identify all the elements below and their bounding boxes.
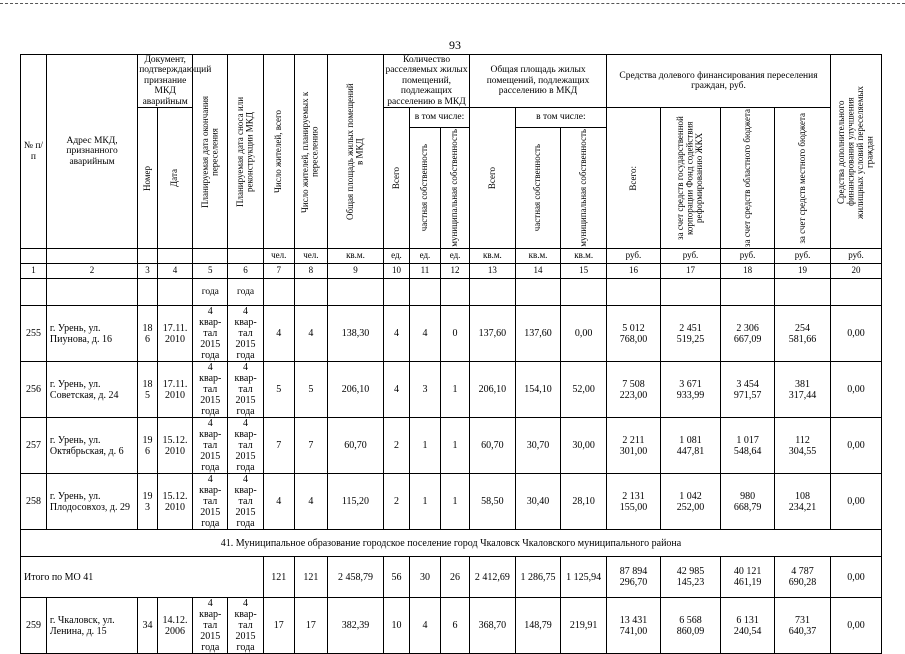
unit-cell-10: ед.: [383, 249, 409, 264]
header-count-group: Количество расселяемых жилых помещений, подлежащих расселению в МКД: [385, 55, 468, 107]
row-cell-r10: 4: [383, 306, 409, 362]
row-cell-r10: 2: [383, 418, 409, 474]
colnum-cell-19: 19: [775, 264, 831, 279]
row-cell-r16: 2 211 301,00: [607, 418, 661, 474]
row-planned-end: 4 квар- тал 2015 года: [193, 598, 228, 654]
row-cell-r18: 2 306 667,09: [721, 306, 775, 362]
total-cell-r17: 42 985 145,23: [660, 557, 720, 598]
row-doc-number: 18 5: [138, 362, 158, 418]
total-cell-r16: 87 894 296,70: [607, 557, 661, 598]
row-cell-r13: 206,10: [470, 362, 516, 418]
total-cell-r14: 1 286,75: [515, 557, 561, 598]
row-doc-date: 14.12. 2006: [157, 598, 192, 654]
row-cell-r11: 1: [409, 418, 440, 474]
colnum-cell-2: 2: [46, 264, 137, 279]
row-cell-r9: 138,30: [327, 306, 383, 362]
row-cell-r14: 30,40: [515, 474, 561, 530]
header-funds-local: за счет средств местного бюджета: [775, 108, 831, 249]
unit-cell-14: кв.м.: [515, 249, 561, 264]
row-cell-r7: 17: [263, 598, 294, 654]
colnum-cell-7: 7: [263, 264, 294, 279]
row-cell-r19: 112 304,55: [775, 418, 831, 474]
resettlement-table: [20, 54, 882, 654]
total-row: [21, 557, 882, 598]
header-funds-group: Средства долевого финансирования переселения граждан, руб.: [607, 55, 831, 108]
total-cell-r18: 40 121 461,19: [721, 557, 775, 598]
header-area-private: частная собственность: [515, 127, 561, 249]
section-title: 41. Муниципальное образование городское поселение город Чкаловск Чкаловского муниципального района: [21, 530, 882, 557]
header-area-total: Всего: [470, 108, 516, 249]
total-cell-r7: 121: [263, 557, 294, 598]
carry-over-c6: года: [228, 279, 263, 306]
row-cell-r16: 5 012 768,00: [607, 306, 661, 362]
colnum-cell-13: 13: [470, 264, 516, 279]
header-count-incl: в том числе:: [409, 108, 469, 127]
row-doc-number: 19 3: [138, 474, 158, 530]
row-cell-r19: 731 640,37: [775, 598, 831, 654]
row-cell-r12: 1: [441, 362, 470, 418]
row-cell-r13: 137,60: [470, 306, 516, 362]
row-address: г. Урень, ул. Октябрьская, д. 6: [46, 418, 137, 474]
row-cell-r8: 4: [294, 306, 327, 362]
row-planned-demolition: 4 квар- тал 2015 года: [228, 474, 263, 530]
row-cell-r12: 6: [441, 598, 470, 654]
row-cell-r20: 0,00: [831, 362, 882, 418]
header-count-municipal: муниципальная собственность: [441, 127, 470, 249]
row-number: 255: [21, 306, 47, 362]
row-number: 258: [21, 474, 47, 530]
row-cell-r9: 382,39: [327, 598, 383, 654]
row-doc-date: 15.12. 2010: [157, 474, 192, 530]
header-planned-end: Планируемая дата окончания переселения: [193, 55, 228, 249]
carry-over-c5: года: [193, 279, 228, 306]
table-row: [21, 362, 882, 418]
row-cell-r9: 60,70: [327, 418, 383, 474]
header-area-municipal: муниципальная собственность: [561, 127, 607, 249]
colnum-cell-9: 9: [327, 264, 383, 279]
unit-cell-6: [228, 249, 263, 264]
row-cell-r11: 3: [409, 362, 440, 418]
header-document: Документ, подтверждающий признание МКД аварийным: [139, 55, 212, 107]
header-doc-date: Дата: [157, 108, 192, 249]
header-count-total: Всего: [383, 108, 409, 249]
row-cell-r12: 1: [441, 474, 470, 530]
row-cell-r8: 7: [294, 418, 327, 474]
unit-cell-18: руб.: [721, 249, 775, 264]
colnum-cell-20: 20: [831, 264, 882, 279]
row-cell-r14: 148,79: [515, 598, 561, 654]
header-funds-fund: за счет средств государственной корпорации Фонд содействия реформированию ЖКХ: [660, 108, 720, 249]
row-planned-end: 4 квар- тал 2015 года: [193, 474, 228, 530]
row-planned-demolition: 4 квар- тал 2015 года: [228, 306, 263, 362]
header-planned-demolition: Планируемая дата сноса или реконструкции МКД: [228, 55, 263, 249]
row-number: 256: [21, 362, 47, 418]
row-cell-r18: 6 131 240,54: [721, 598, 775, 654]
row-number: 257: [21, 418, 47, 474]
row-cell-r8: 4: [294, 474, 327, 530]
total-label: Итого по МО 41: [21, 557, 264, 598]
unit-cell-12: ед.: [441, 249, 470, 264]
total-cell-r11: 30: [409, 557, 440, 598]
header-funds-total: Всего:: [607, 108, 661, 249]
table-row: [21, 474, 882, 530]
colnum-cell-3: 3: [138, 264, 158, 279]
row-cell-r15: 28,10: [561, 474, 607, 530]
row-cell-r7: 4: [263, 474, 294, 530]
unit-cell-11: ед.: [409, 249, 440, 264]
table-row: [21, 306, 882, 362]
row-cell-r17: 6 568 860,09: [660, 598, 720, 654]
unit-cell-19: руб.: [775, 249, 831, 264]
colnum-cell-15: 15: [561, 264, 607, 279]
unit-cell-16: руб.: [607, 249, 661, 264]
row-cell-r7: 4: [263, 306, 294, 362]
row-cell-r8: 17: [294, 598, 327, 654]
unit-cell-5: [193, 249, 228, 264]
unit-cell-15: кв.м.: [561, 249, 607, 264]
row-address: г. Чкаловск, ул. Ленина, д. 15: [46, 598, 137, 654]
unit-cell-4: [157, 249, 192, 264]
unit-cell-8: чел.: [294, 249, 327, 264]
row-cell-r13: 58,50: [470, 474, 516, 530]
row-cell-r15: 0,00: [561, 306, 607, 362]
row-cell-r11: 4: [409, 306, 440, 362]
header-funds-regional: за счет средств областного бюджета: [721, 108, 775, 249]
unit-cell-3: [138, 249, 158, 264]
row-cell-r7: 7: [263, 418, 294, 474]
colnum-cell-12: 12: [441, 264, 470, 279]
row-doc-date: 17.11. 2010: [157, 306, 192, 362]
row-cell-r17: 1 081 447,81: [660, 418, 720, 474]
table-row: [21, 418, 882, 474]
row-cell-r11: 1: [409, 474, 440, 530]
row-doc-date: 15.12. 2010: [157, 418, 192, 474]
row-cell-r15: 30,00: [561, 418, 607, 474]
row-planned-end: 4 квар- тал 2015 года: [193, 362, 228, 418]
row-cell-r7: 5: [263, 362, 294, 418]
row-cell-r10: 2: [383, 474, 409, 530]
row-doc-number: 19 6: [138, 418, 158, 474]
table-body: [21, 279, 882, 654]
row-doc-date: 17.11. 2010: [157, 362, 192, 418]
section-row: [21, 530, 882, 557]
row-cell-r16: 7 508 223,00: [607, 362, 661, 418]
row-cell-r20: 0,00: [831, 418, 882, 474]
colnum-cell-8: 8: [294, 264, 327, 279]
row-cell-r14: 137,60: [515, 306, 561, 362]
row-planned-end: 4 квар- тал 2015 года: [193, 418, 228, 474]
row-cell-r12: 1: [441, 418, 470, 474]
row-cell-r14: 154,10: [515, 362, 561, 418]
row-cell-r14: 30,70: [515, 418, 561, 474]
row-cell-r19: 108 234,21: [775, 474, 831, 530]
unit-cell-9: кв.м.: [327, 249, 383, 264]
row-cell-r13: 60,70: [470, 418, 516, 474]
colnum-cell-14: 14: [515, 264, 561, 279]
row-planned-demolition: 4 квар- тал 2015 года: [228, 598, 263, 654]
row-cell-r20: 0,00: [831, 598, 882, 654]
total-cell-r19: 4 787 690,28: [775, 557, 831, 598]
colnum-cell-18: 18: [721, 264, 775, 279]
unit-cell-20: руб.: [831, 249, 882, 264]
row-doc-number: 34: [138, 598, 158, 654]
row-cell-r15: 52,00: [561, 362, 607, 418]
header-count-private: частная собственность: [409, 127, 440, 249]
header-total-area: Общая площадь жилых помещений в МКД: [327, 55, 383, 249]
header-num: № п/п: [21, 55, 47, 249]
row-cell-r9: 206,10: [327, 362, 383, 418]
table-row: [21, 598, 882, 654]
colnum-cell-5: 5: [193, 264, 228, 279]
header-residents-total: Число жителей, всего: [263, 55, 294, 249]
colnum-cell-4: 4: [157, 264, 192, 279]
colnum-cell-16: 16: [607, 264, 661, 279]
row-cell-r20: 0,00: [831, 474, 882, 530]
total-cell-r10: 56: [383, 557, 409, 598]
header-doc-number: Номер: [138, 108, 158, 249]
page-number: 93: [449, 38, 461, 52]
row-cell-r17: 3 671 933,99: [660, 362, 720, 418]
unit-cell-17: руб.: [660, 249, 720, 264]
row-cell-r11: 4: [409, 598, 440, 654]
total-cell-r8: 121: [294, 557, 327, 598]
header-area-group: Общая площадь жилых помещений, подлежащих расселению в МКД: [470, 55, 607, 108]
row-cell-r16: 13 431 741,00: [607, 598, 661, 654]
row-planned-demolition: 4 квар- тал 2015 года: [228, 362, 263, 418]
row-cell-r18: 980 668,79: [721, 474, 775, 530]
colnum-cell-1: 1: [21, 264, 47, 279]
row-planned-demolition: 4 квар- тал 2015 года: [228, 418, 263, 474]
total-cell-r15: 1 125,94: [561, 557, 607, 598]
row-address: г. Урень, ул. Советская, д. 24: [46, 362, 137, 418]
row-cell-r17: 1 042 252,00: [660, 474, 720, 530]
row-cell-r15: 219,91: [561, 598, 607, 654]
total-cell-r20: 0,00: [831, 557, 882, 598]
colnum-cell-11: 11: [409, 264, 440, 279]
row-cell-r19: 254 581,66: [775, 306, 831, 362]
row-number: 259: [21, 598, 47, 654]
row-cell-r9: 115,20: [327, 474, 383, 530]
colnum-cell-17: 17: [660, 264, 720, 279]
row-cell-r19: 381 317,44: [775, 362, 831, 418]
row-cell-r8: 5: [294, 362, 327, 418]
row-cell-r17: 2 451 519,25: [660, 306, 720, 362]
total-cell-r12: 26: [441, 557, 470, 598]
unit-cell-13: кв.м.: [470, 249, 516, 264]
top-dashed-rule: [0, 3, 905, 4]
header-funds-additional: Средства дополнительного финансирования улучшения жилищных условий переселяемых граждан: [831, 55, 882, 249]
row-address: г. Урень, ул. Пиунова, д. 16: [46, 306, 137, 362]
header-residents-planned: Число жителей, планируемых к переселению: [294, 55, 327, 249]
unit-cell-2: [46, 249, 137, 264]
row-cell-r16: 2 131 155,00: [607, 474, 661, 530]
unit-cell-7: чел.: [263, 249, 294, 264]
total-cell-r9: 2 458,79: [327, 557, 383, 598]
row-cell-r10: 4: [383, 362, 409, 418]
row-cell-r18: 3 454 971,57: [721, 362, 775, 418]
row-cell-r12: 0: [441, 306, 470, 362]
header-area-incl: в том числе:: [515, 108, 606, 127]
colnum-cell-6: 6: [228, 264, 263, 279]
row-planned-end: 4 квар- тал 2015 года: [193, 306, 228, 362]
row-address: г. Урень, ул. Плодосовхоз, д. 29: [46, 474, 137, 530]
row-cell-r20: 0,00: [831, 306, 882, 362]
header-address: Адрес МКД, признанного аварийным: [46, 55, 137, 249]
column-number-row: [21, 264, 882, 279]
total-cell-r13: 2 412,69: [470, 557, 516, 598]
colnum-cell-10: 10: [383, 264, 409, 279]
carry-over-row: [21, 279, 882, 306]
units-row: [21, 249, 882, 264]
row-cell-r18: 1 017 548,64: [721, 418, 775, 474]
unit-cell-1: [21, 249, 47, 264]
row-doc-number: 18 6: [138, 306, 158, 362]
table-header: [21, 55, 882, 279]
row-cell-r10: 10: [383, 598, 409, 654]
row-cell-r13: 368,70: [470, 598, 516, 654]
